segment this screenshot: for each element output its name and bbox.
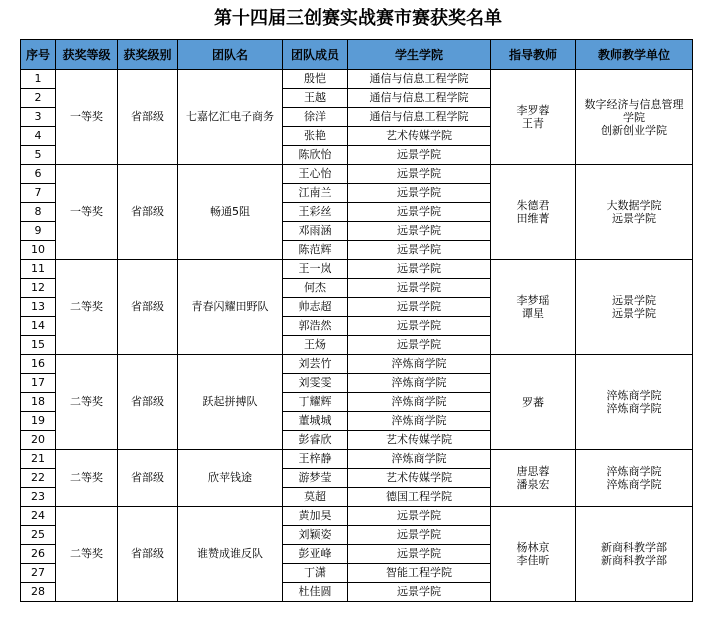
row-number: 20 (21, 431, 56, 450)
row-number: 5 (21, 146, 56, 165)
member-college: 通信与信息工程学院 (348, 70, 491, 89)
header-college: 学生学院 (348, 40, 491, 70)
award-level: 省部级 (118, 450, 178, 507)
member-name: 邓雨涵 (283, 222, 348, 241)
award-grade: 二等奖 (56, 450, 118, 507)
award-level: 省部级 (118, 260, 178, 355)
award-level: 省部级 (118, 507, 178, 602)
teacher-unit: 新商科教学部 (601, 541, 667, 554)
award-grade: 二等奖 (56, 260, 118, 355)
row-number: 7 (21, 184, 56, 203)
member-college: 远景学院 (348, 545, 491, 564)
row-number: 21 (21, 450, 56, 469)
member-college: 远景学院 (348, 526, 491, 545)
row-number: 24 (21, 507, 56, 526)
member-name: 王一岚 (283, 260, 348, 279)
member-college: 淬炼商学院 (348, 355, 491, 374)
advisor-teachers (491, 70, 576, 165)
member-name: 彭睿欣 (283, 431, 348, 450)
member-name: 帅志超 (283, 298, 348, 317)
member-college: 智能工程学院 (348, 564, 491, 583)
header-award: 获奖等级 (56, 40, 118, 70)
row-number: 1 (21, 70, 56, 89)
row-number: 15 (21, 336, 56, 355)
member-name: 丁耀辉 (283, 393, 348, 412)
table-row (21, 165, 693, 184)
row-number: 26 (21, 545, 56, 564)
table-row (21, 260, 693, 279)
member-college: 远景学院 (348, 507, 491, 526)
row-number: 17 (21, 374, 56, 393)
award-level: 省部级 (118, 165, 178, 260)
member-college: 淬炼商学院 (348, 412, 491, 431)
row-number: 4 (21, 127, 56, 146)
advisor-teachers (491, 450, 576, 507)
member-college: 通信与信息工程学院 (348, 89, 491, 108)
team-name: 七嘉忆汇电子商务 (178, 70, 283, 165)
teacher-units (576, 450, 693, 507)
advisor-teacher: 王青 (522, 117, 544, 130)
teacher-unit: 新商科教学部 (601, 554, 667, 567)
member-college: 远景学院 (348, 260, 491, 279)
member-name: 张艳 (283, 127, 348, 146)
teacher-units (576, 165, 693, 260)
award-table (20, 39, 693, 602)
member-college: 远景学院 (348, 317, 491, 336)
member-college: 淬炼商学院 (348, 450, 491, 469)
advisor-teacher: 朱德君 (516, 199, 550, 212)
member-name: 杜佳圆 (283, 583, 348, 602)
member-name: 黄加昊 (283, 507, 348, 526)
member-name: 陈范辉 (283, 241, 348, 260)
member-name: 彭亚峰 (283, 545, 348, 564)
row-number: 22 (21, 469, 56, 488)
table-row (21, 450, 693, 469)
award-level: 省部级 (118, 70, 178, 165)
team-name: 跃起拼搏队 (178, 355, 283, 450)
team-name: 青春闪耀田野队 (178, 260, 283, 355)
row-number: 2 (21, 89, 56, 108)
teacher-unit: 大数据学院 (606, 199, 662, 212)
teacher-unit: 创新创业学院 (601, 123, 667, 137)
member-name: 刘雯雯 (283, 374, 348, 393)
advisor-teachers (491, 165, 576, 260)
member-college: 远景学院 (348, 279, 491, 298)
header-team: 团队名 (178, 40, 283, 70)
header-member: 团队成员 (283, 40, 348, 70)
page-title: 第十四届三创赛实战赛市赛获奖名单 (214, 8, 502, 29)
advisor-teachers (491, 507, 576, 602)
teacher-unit: 淬炼商学院 (606, 465, 662, 478)
member-college: 艺术传媒学院 (348, 431, 491, 450)
member-college: 淬炼商学院 (348, 374, 491, 393)
advisor-teachers (491, 355, 576, 450)
member-college: 淬炼商学院 (348, 393, 491, 412)
row-number: 14 (21, 317, 56, 336)
header-level: 获奖级别 (118, 40, 178, 70)
table-row (21, 507, 693, 526)
table-body (21, 70, 693, 602)
member-college: 远景学院 (348, 336, 491, 355)
row-number: 3 (21, 108, 56, 127)
row-number: 23 (21, 488, 56, 507)
table-row (21, 70, 693, 89)
header-row (21, 40, 693, 70)
member-name: 王彩丝 (283, 203, 348, 222)
row-number: 27 (21, 564, 56, 583)
member-name: 王心怡 (283, 165, 348, 184)
advisor-teacher: 罗蕃 (522, 395, 544, 409)
row-number: 6 (21, 165, 56, 184)
member-college: 远景学院 (348, 146, 491, 165)
teacher-unit: 淬炼商学院 (606, 402, 662, 415)
teacher-unit: 远景学院 (612, 294, 656, 307)
member-name: 刘颖姿 (283, 526, 348, 545)
teacher-units (576, 260, 693, 355)
row-number: 18 (21, 393, 56, 412)
advisor-teacher: 谭星 (522, 307, 544, 320)
header-teacher: 指导教师 (491, 40, 576, 70)
member-name: 丁潇 (283, 564, 348, 583)
advisor-teacher: 李佳昕 (516, 554, 550, 567)
row-number: 11 (21, 260, 56, 279)
row-number: 28 (21, 583, 56, 602)
member-name: 王越 (283, 89, 348, 108)
team-name: 欣苹钱途 (178, 450, 283, 507)
teacher-unit: 淬炼商学院 (606, 389, 662, 402)
advisor-teacher: 潘泉宏 (516, 478, 550, 491)
member-college: 远景学院 (348, 583, 491, 602)
teacher-units (576, 355, 693, 450)
teacher-units (576, 507, 693, 602)
member-name: 董城城 (283, 412, 348, 431)
teacher-units (576, 70, 693, 165)
row-number: 12 (21, 279, 56, 298)
advisor-teachers (491, 260, 576, 355)
award-grade: 二等奖 (56, 507, 118, 602)
header-unit: 教师教学单位 (576, 40, 693, 70)
member-college: 通信与信息工程学院 (348, 108, 491, 127)
member-name: 莫超 (283, 488, 348, 507)
row-number: 9 (21, 222, 56, 241)
row-number: 19 (21, 412, 56, 431)
advisor-teacher: 田维菁 (516, 212, 550, 225)
row-number: 8 (21, 203, 56, 222)
teacher-unit: 远景学院 (612, 307, 656, 320)
member-name: 陈欣怡 (283, 146, 348, 165)
row-number: 25 (21, 526, 56, 545)
member-name: 何杰 (283, 279, 348, 298)
teacher-unit: 学院 (623, 110, 645, 124)
teacher-unit: 数字经济与信息管理 (584, 97, 684, 111)
award-level: 省部级 (118, 355, 178, 450)
row-number: 13 (21, 298, 56, 317)
member-college: 艺术传媒学院 (348, 127, 491, 146)
award-grade: 一等奖 (56, 70, 118, 165)
team-name: 畅通5阻 (178, 165, 283, 260)
member-name: 王炀 (283, 336, 348, 355)
team-name: 谁赞成谁反队 (178, 507, 283, 602)
table-row (21, 355, 693, 374)
member-name: 殷恺 (283, 70, 348, 89)
member-college: 远景学院 (348, 184, 491, 203)
member-college: 远景学院 (348, 222, 491, 241)
member-name: 王梓静 (283, 450, 348, 469)
header-no: 序号 (21, 40, 56, 70)
member-name: 刘芸竹 (283, 355, 348, 374)
member-college: 远景学院 (348, 241, 491, 260)
teacher-unit: 远景学院 (612, 212, 656, 225)
member-name: 游梦莹 (283, 469, 348, 488)
member-college: 德国工程学院 (348, 488, 491, 507)
teacher-unit: 淬炼商学院 (606, 478, 662, 491)
advisor-teacher: 唐思蓉 (516, 465, 550, 478)
member-name: 郭浩然 (283, 317, 348, 336)
member-college: 远景学院 (348, 203, 491, 222)
row-number: 16 (21, 355, 56, 374)
award-grade: 一等奖 (56, 165, 118, 260)
member-name: 徐洋 (283, 108, 348, 127)
advisor-teacher: 李梦瑶 (516, 294, 550, 307)
member-college: 艺术传媒学院 (348, 469, 491, 488)
award-grade: 二等奖 (56, 355, 118, 450)
row-number: 10 (21, 241, 56, 260)
member-college: 远景学院 (348, 165, 491, 184)
member-college: 远景学院 (348, 298, 491, 317)
member-name: 江南兰 (283, 184, 348, 203)
advisor-teacher: 杨林京 (516, 541, 550, 554)
advisor-teacher: 李罗蓉 (516, 104, 550, 117)
